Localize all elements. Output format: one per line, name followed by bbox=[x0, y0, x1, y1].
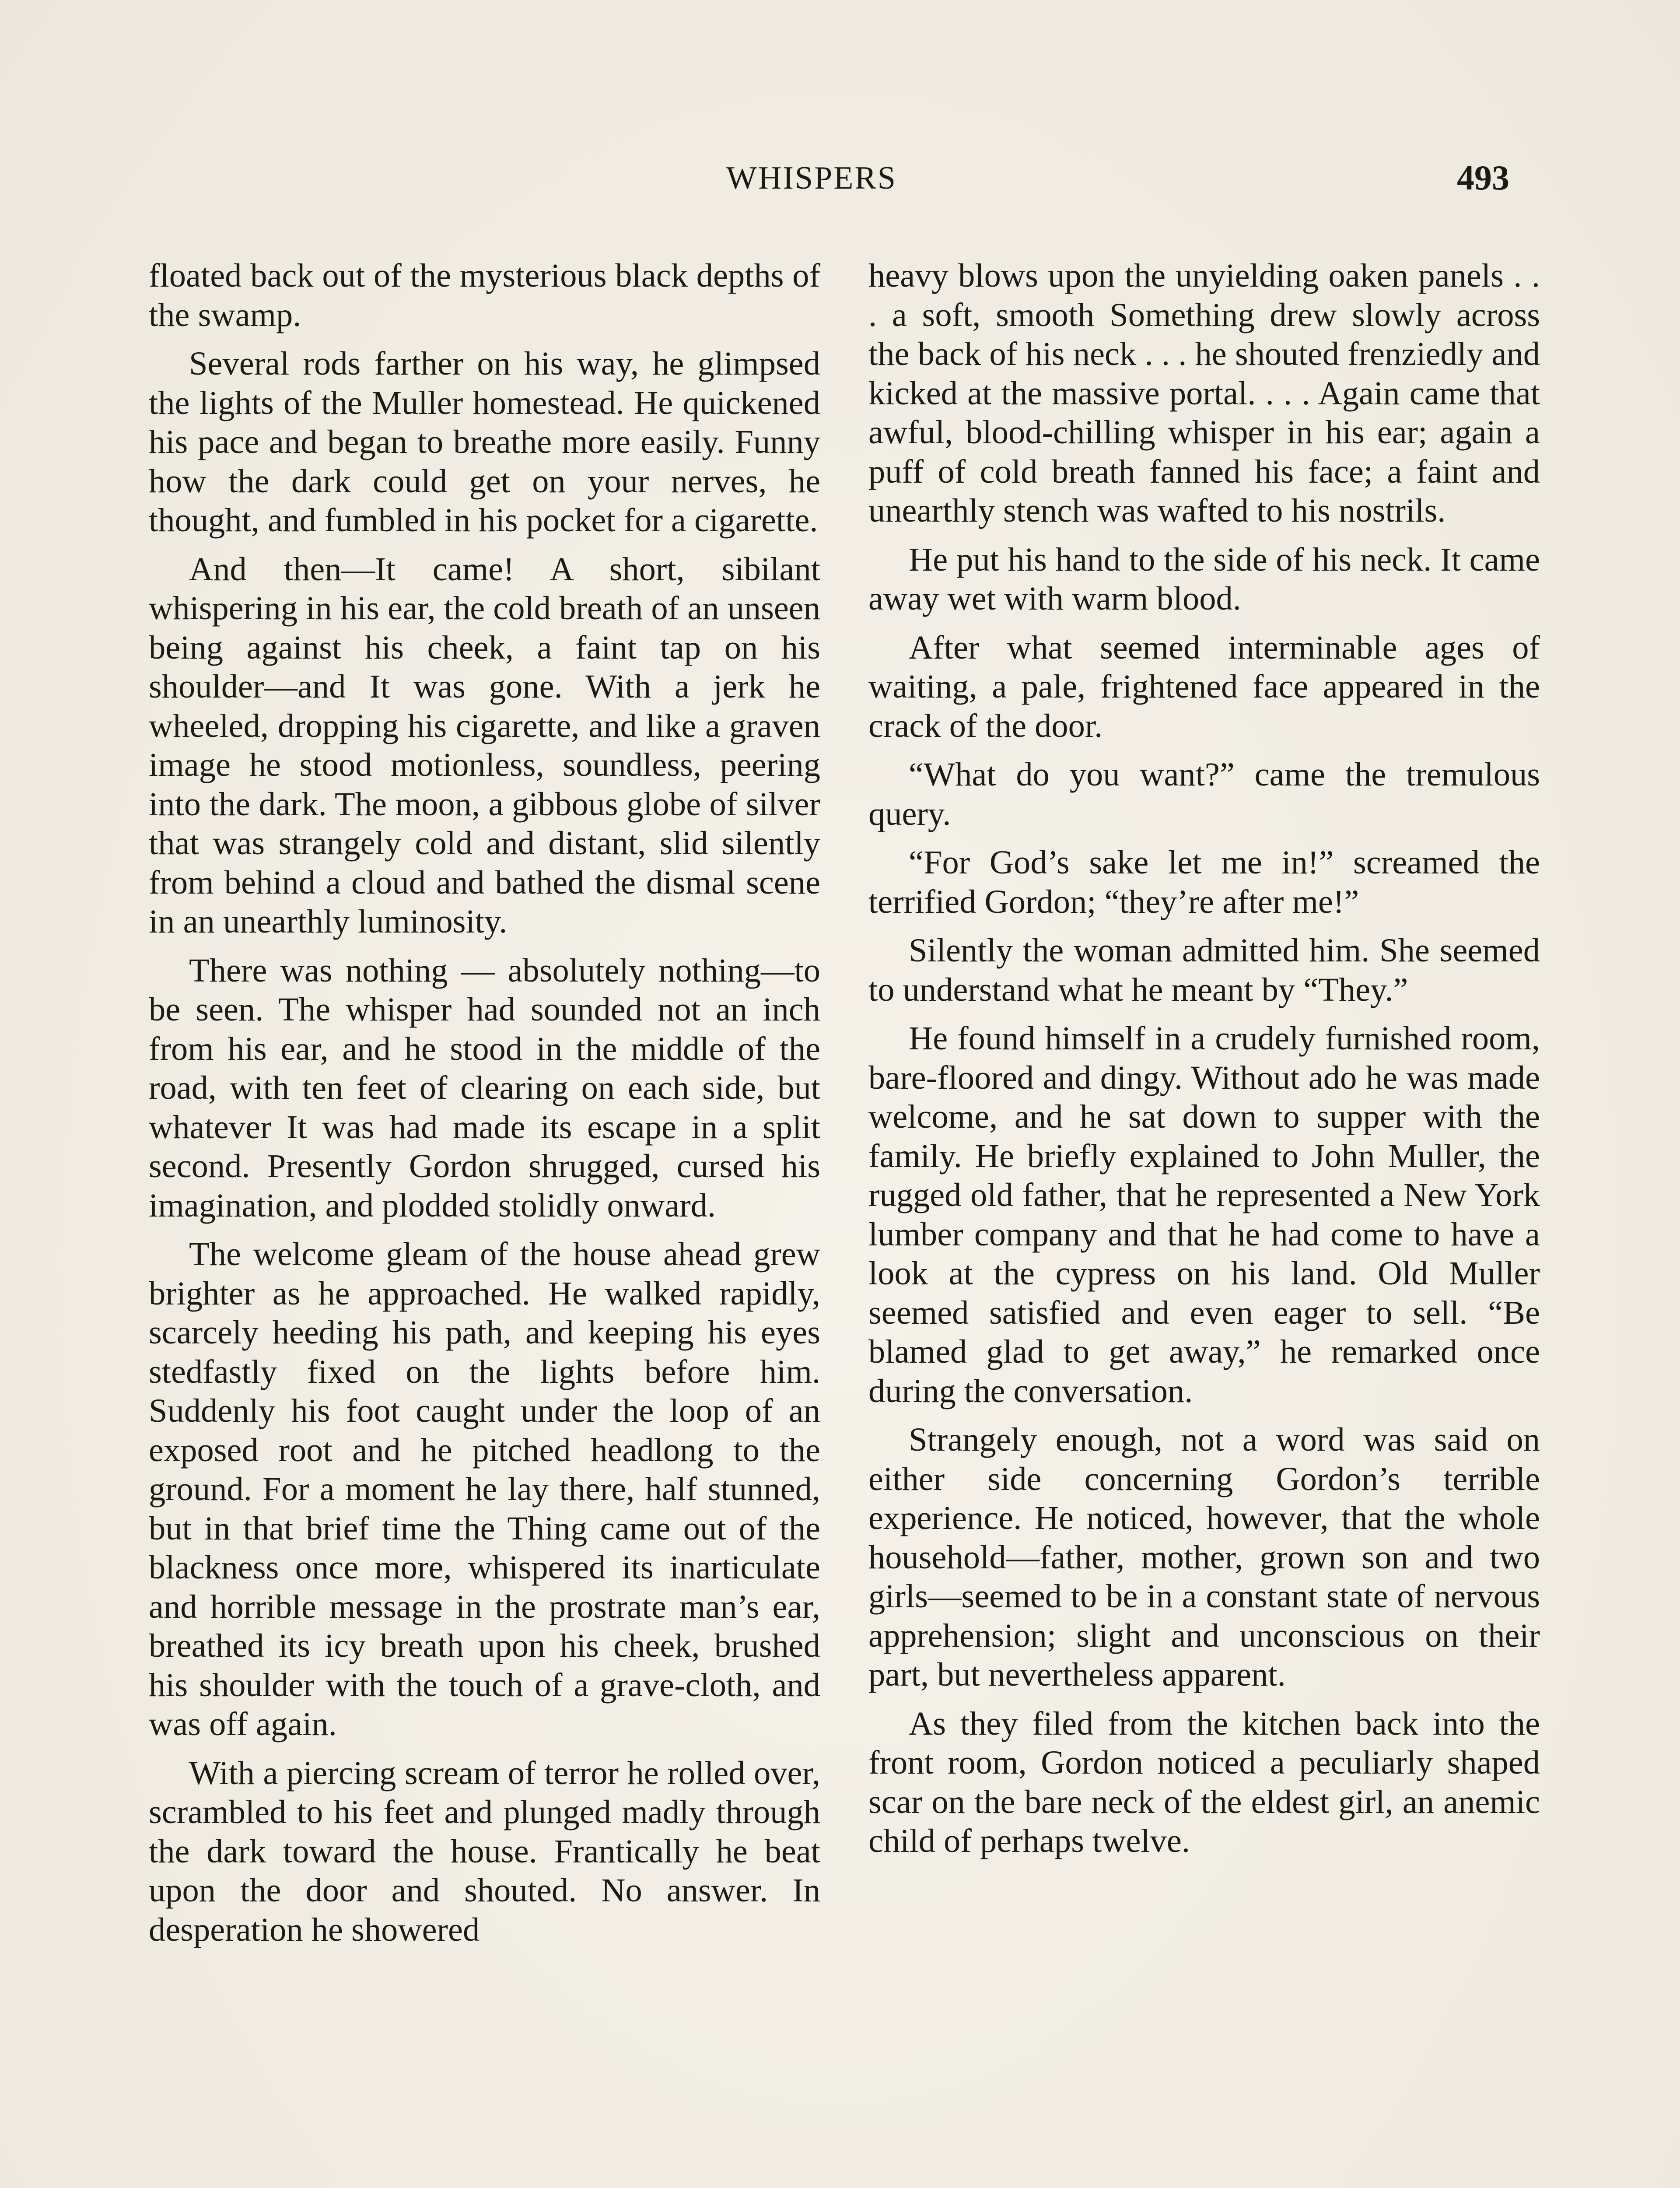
page-number: 493 bbox=[1457, 159, 1509, 197]
paragraph: As they filed from the kitchen back into the front room, Gordon noticed a peculiarly shaped scar on the bare neck of the eldest girl, an anemic child of perhaps twelve. bbox=[868, 1704, 1540, 1859]
paragraph: After what seemed interminable ages of waiting, a pale, frightened face appeared in the crack of the door. bbox=[868, 628, 1540, 744]
right-text-column bbox=[868, 256, 1540, 1870]
paragraph: Several rods farther on his way, he glimpsed the lights of the Muller homestead. He quickened his pace and began to breathe more easily. Funny how the dark could get on your nerves, he thought, and fumbled in his pocket for a cigarette. bbox=[149, 345, 820, 539]
paragraph: He put his hand to the side of his neck. It came away wet with warm blood. bbox=[868, 540, 1540, 617]
paragraph: He found himself in a crudely furnished room, bare-floored and dingy. Without ado he was made welcome, and he sat down to supper with the family. He briefly explained to John Muller, the rugged old father, that he represented a New York lumber company and that he had come to have a look at the cypress on his land. Old Muller seemed satisfied and even eager to sell. “Be blamed glad to get away,” he remarked once during the conversation. bbox=[868, 1020, 1540, 1410]
running-header bbox=[0, 154, 1680, 202]
running-title: WHISPERS bbox=[726, 160, 897, 196]
paragraph: “What do you want?” came the tremulous query. bbox=[868, 756, 1540, 832]
paragraph: The welcome gleam of the house ahead grew brighter as he approached. He walked rapidly, scarcely heeding his path, and keeping his eyes stedfastly fixed on the lights before him. Suddenly his foot caught under the loop of an exposed root and he pitched headlong to the ground. For a moment he lay there, half stunned, but in that brief time the Thing came out of the blackness once more, whispered its inarticulate and horrible message in the prostrate man’s ear, breathed its icy breath upon his cheek, brushed his shoulder with the touch of a grave-cloth, and was off again. bbox=[149, 1235, 820, 1743]
paragraph: “For God’s sake let me in!” screamed the terrified Gordon; “they’re after me!” bbox=[868, 844, 1540, 920]
paragraph: And then—It came! A short, sibilant whispering in his ear, the cold breath of an unseen being against his cheek, a faint tap on his shoulder—and It was gone. With a jerk he wheeled, dropping his cigarette, and like a graven image he stood motionless, soundless, peering into the dark. The moon, a gibbous globe of silver that was strangely cold and distant, slid silently from behind a cloud and bathed the dismal scene in an unearthly luminosity. bbox=[149, 550, 820, 940]
paragraph: There was nothing — absolutely nothing—to be seen. The whisper had sounded not an inch from his ear, and he stood in the middle of the road, with ten feet of clearing on each side, but whatever It was had made its escape in a split second. Presently Gordon shrugged, cursed his imagination, and plodded stolidly onward. bbox=[149, 951, 820, 1224]
paragraph: With a piercing scream of terror he rolled over, scrambled to his feet and plunged madly through the dark toward the house. Frantically he beat upon the door and shouted. No answer. In desperation he showered bbox=[149, 1754, 820, 1948]
paragraph: heavy blows upon the unyielding oaken panels . . . a soft, smooth Something drew slowly across the back of his neck . . . he shouted frenziedly and kicked at the massive portal. . . . Again came that awful, blood-chilling whisper in his ear; again a puff of cold breath fanned his face; a faint and unearthly stench was wafted to his nostrils. bbox=[868, 257, 1540, 529]
paragraph: Strangely enough, not a word was said on either side concerning Gordon’s terrible experience. He noticed, however, that the whole household—father, mother, grown son and two girls—seemed to be in a constant state of nervous apprehension; slight and unconscious on their part, but nevertheless apparent. bbox=[868, 1421, 1540, 1693]
left-text-column bbox=[149, 256, 820, 1959]
paragraph: floated back out of the mysterious black depths of the swamp. bbox=[149, 257, 820, 333]
paragraph: Silently the woman admitted him. She seemed to understand what he meant by “They.” bbox=[868, 932, 1540, 1008]
